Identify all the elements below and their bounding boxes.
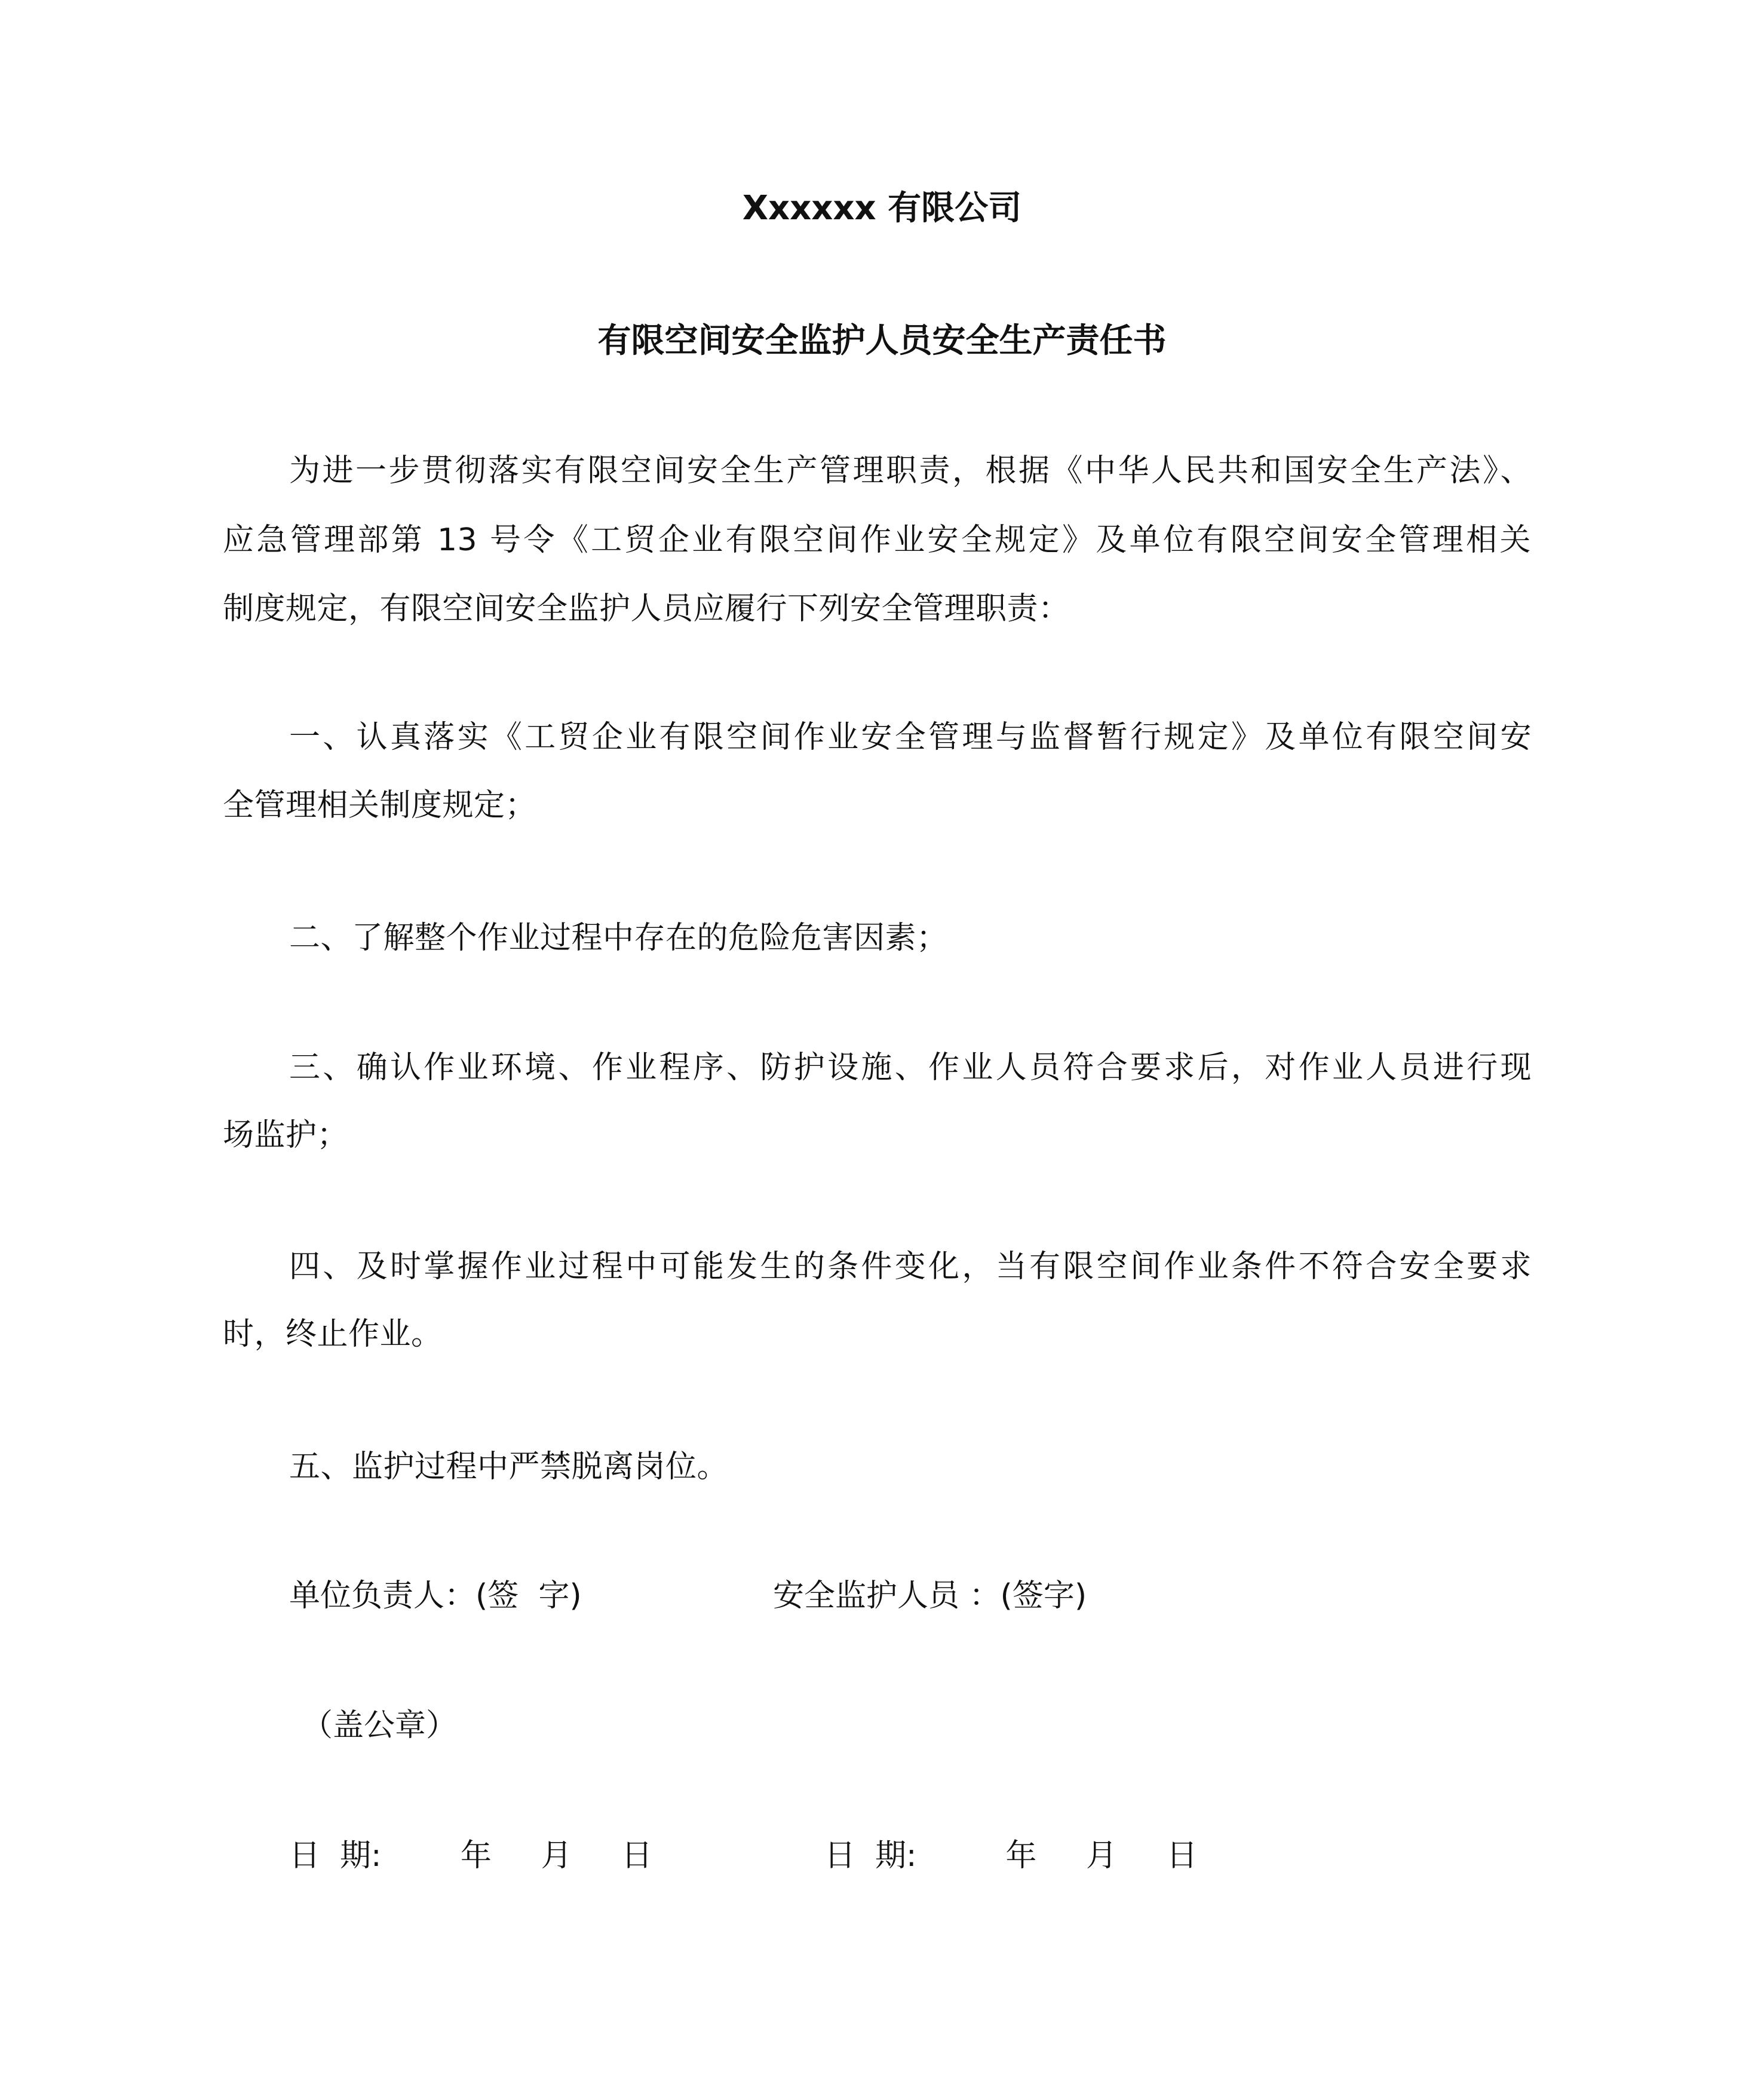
- company-title: Xxxxxx 有限公司: [742, 189, 1022, 228]
- unit-leader-signature-label: 单位负责人：(签 字): [289, 1578, 582, 1614]
- date-left: 日 期: 年 月 日: [289, 1838, 653, 1874]
- item-5-line-1: 五、监护过程中严禁脱离岗位。: [289, 1449, 729, 1485]
- item-4-line-1: 四、及时掌握作业过程中可能发生的条件变化，当有限空间作业条件不符合安全要求: [289, 1249, 1532, 1285]
- item-1-line-2: 全管理相关制度规定；: [223, 787, 537, 823]
- safety-monitor-signature-label: 安全监护人员 ：(签字): [773, 1578, 1087, 1614]
- document-title: 有限空间安全监护人员安全生产责任书: [597, 321, 1167, 360]
- date-right: 日 期: 年 月 日: [824, 1838, 1198, 1874]
- item-4-line-2: 时，终止作业。: [223, 1316, 443, 1352]
- intro-line-3: 制度规定，有限空间安全监护人员应履行下列安全管理职责：: [223, 591, 1070, 627]
- item-3-line-2: 场监护；: [223, 1117, 349, 1153]
- intro-line-2: 应急管理部第 13 号令《工贸企业有限空间作业安全规定》及单位有限空间安全管理相关: [223, 522, 1531, 558]
- item-3-line-1: 三、确认作业环境、作业程序、防护设施、作业人员符合要求后，对作业人员进行现: [289, 1050, 1532, 1086]
- intro-line-1: 为进一步贯彻落实有限空间安全生产管理职责，根据《中华人民共和国安全生产法》、: [289, 453, 1532, 489]
- item-2-line-1: 二、了解整个作业过程中存在的危险危害因素；: [289, 920, 948, 956]
- item-1-line-1: 一、认真落实《工贸企业有限空间作业安全管理与监督暂行规定》及单位有限空间安: [289, 719, 1532, 755]
- company-seal-label: （盖公章）: [302, 1708, 458, 1743]
